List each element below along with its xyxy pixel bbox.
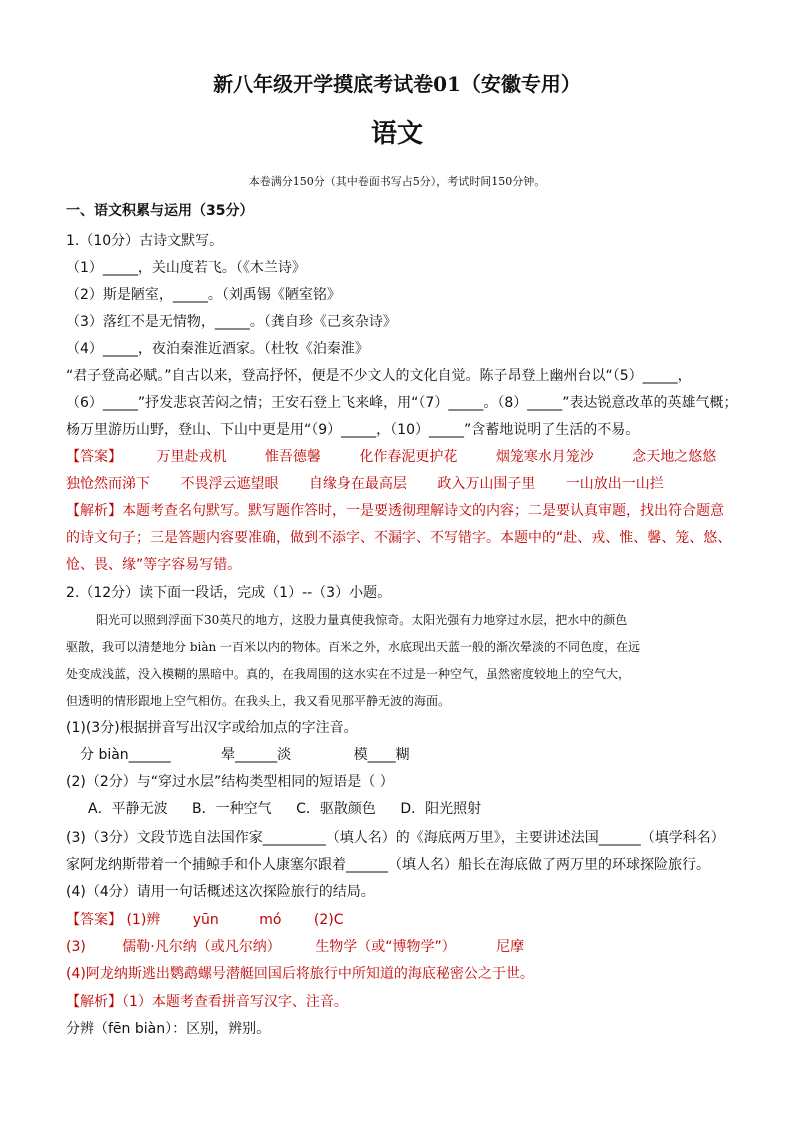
answer-label: 【答案】 xyxy=(66,912,122,928)
answer-item: 政入万山围子里 xyxy=(437,476,536,492)
q1-analysis-line-3: 怆、畏、缘”等字容易写错。 xyxy=(66,557,242,573)
option-d: D．阳光照射 xyxy=(400,801,482,817)
q1-answer-row-2 xyxy=(66,475,664,493)
q1-para-line-2: （6）_____”抒发悲哀苦闷之情；王安石登上飞来峰，用“（7）_____。（8）_____”表达锐意改革的英雄气概； xyxy=(66,395,738,411)
answer-item: 一山放出一山拦 xyxy=(565,476,664,492)
q1-item-1: （1）_____，关山度若飞。（《木兰诗》 xyxy=(66,260,306,276)
q2-sub2-options xyxy=(88,800,481,818)
subject-title: 语文 xyxy=(370,119,423,149)
answer-item: 烟笼寒水月笼沙 xyxy=(495,449,594,465)
q2-passage-line-3: 处变成浅蓝，没入模糊的黑暗中。真的，在我周围的这水实在不过是一种空气，虽然密度较地上的空气大， xyxy=(66,667,631,681)
answer-item: yūn xyxy=(192,912,219,928)
q1-para-line-1: “君子登高必赋。”自古以来，登高抒怀，便是不少文人的文化自觉。陈子昂登上幽州台以“（5）_____， xyxy=(66,368,692,384)
q2-last-line: 分辨（fēn biàn）：区别，辨别。 xyxy=(66,1021,271,1037)
answer-item: 生物学（或“博物学”） xyxy=(315,939,456,955)
answer-item: 尼摩 xyxy=(496,939,525,955)
answer-item: 万里赴戎机 xyxy=(156,449,227,465)
q1-item-4: （4）_____，夜泊秦淮近酒家。（杜牧《泊秦淮》 xyxy=(66,341,369,357)
q2-sub3-line-1: (3)（3分）文段节选自法国作家_________（填人名）的《海底两万里》，主要讲述法国______（填学科名） xyxy=(66,830,725,846)
q2-sub1: (1)(3分)根据拼音写出汉字或给加点的字注音。 xyxy=(66,720,358,736)
exam-title: 新八年级开学摸底考试卷01（安徽专用） xyxy=(213,72,581,96)
answer-item: 化作春泥更护花 xyxy=(359,449,458,465)
answer-item: 念天地之悠悠 xyxy=(632,449,717,465)
q2-passage-line-1: 阳光可以照到浮面下30英尺的地方，这股力量真使我惊奇。太阳光强有力地穿过水层，把水中的颜色 xyxy=(96,613,628,627)
q1-answer-row-1 xyxy=(66,448,716,466)
section-heading: 一、语文积累与运用（35分） xyxy=(66,203,254,219)
answer-item: 自缘身在最高层 xyxy=(308,476,407,492)
q2-stem: 2.（12分）读下面一段话，完成（1）--（3）小题。 xyxy=(66,585,392,601)
q1-item-2: （2）斯是陋室，_____。（刘禹锡《陋室铭》 xyxy=(66,287,341,303)
q2-passage-line-2: 驱散，我可以清楚地分 biàn 一百米以内的物体。百米之外，水底现出天蓝一般的渐次晕淡的不同色度，在远 xyxy=(66,640,641,654)
answer-item: 不畏浮云遮望眼 xyxy=(180,476,279,492)
q2-sub3-line-2: 家阿龙纳斯带着一个捕鲸手和仆人康塞尔跟着______（填人名）船长在海底做了两万里的环球探险旅行。 xyxy=(66,857,710,873)
q2-answer-row-1 xyxy=(66,911,344,929)
sub1-item: 晕______淡 xyxy=(221,747,292,763)
q2-answer-row-2 xyxy=(66,938,524,956)
answer-item: 惟吾德馨 xyxy=(264,449,321,465)
sub1-item: 分 biàn______ xyxy=(80,747,171,763)
q2-sub4: (4)（4分）请用一句话概述这次探险旅行的结局。 xyxy=(66,884,375,900)
q1-analysis-line-1: 【解析】本题考查名句默写。默写题作答时，一是要透彻理解诗文的内容；二是要认真审题，找出符合题意 xyxy=(66,503,724,519)
q2-passage-line-4: 但透明的情形跟地上空气相仿。在我头上，我又看见那平静无波的海面。 xyxy=(66,694,451,708)
sub1-item: 模____糊 xyxy=(353,747,410,763)
q1-stem: 1.（10分）古诗文默写。 xyxy=(66,233,224,249)
option-c: C．驱散颜色 xyxy=(296,801,376,817)
q1-item-3: （3）落红不是无情物，_____。（龚自珍《己亥杂诗》 xyxy=(66,314,397,330)
answer-item: (2)C xyxy=(313,912,344,928)
q2-answer-row-3: (4)阿龙纳斯逃出鹦鹉螺号潜艇回国后将旅行中所知道的海底秘密公之于世。 xyxy=(66,966,534,982)
q2-analysis xyxy=(66,993,348,1011)
answer-item: mó xyxy=(259,912,282,928)
option-a: A．平静无波 xyxy=(88,801,168,817)
analysis-text: 【解析】（1）本题考查看拼音写汉字、注音。 xyxy=(66,994,348,1010)
q1-para-line-3: 杨万里游历山野，登山、下山中更是用“（9）_____，（10）_____”含蓄地说明了生活的不易。 xyxy=(66,422,640,438)
answer-item: 独怆然而涕下 xyxy=(66,476,150,492)
answer-label: 【答案】 xyxy=(66,449,122,465)
option-b: B．一种空气 xyxy=(192,801,272,817)
q1-analysis-line-2: 的诗文句子；三是答题内容要准确，做到不添字、不漏字、不写错字。本题中的“赴、戎、惟、馨、笼、悠、 xyxy=(66,530,732,546)
answer-item: (1)辨 xyxy=(126,912,161,928)
exam-note: 本卷满分150分（其中卷面书写占5分），考试时间150分钟。 xyxy=(248,175,546,188)
answer-item: 儒勒·凡尔纳（或凡尔纳） xyxy=(122,939,281,955)
answer-item: (3) xyxy=(66,939,86,955)
q2-sub2: (2)（2分）与“穿过水层”结构类型相同的短语是（ ） xyxy=(66,774,394,790)
q2-sub1-items xyxy=(80,746,410,764)
